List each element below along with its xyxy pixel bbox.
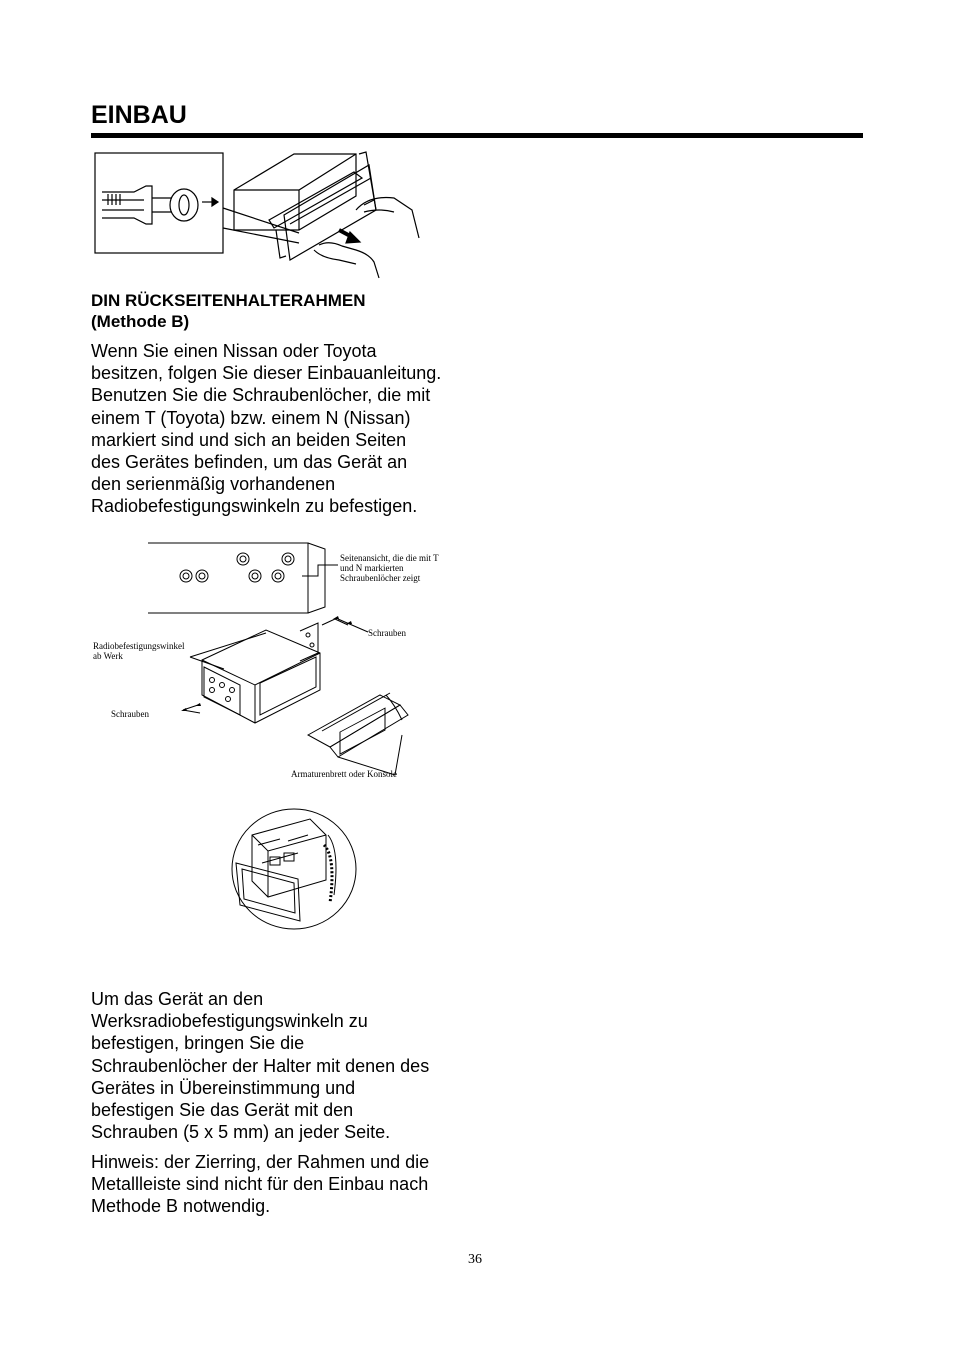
removal-key-illustration (94, 150, 424, 282)
title-rule (91, 133, 863, 138)
dashboard-label: Armaturenbrett oder Konsole (291, 769, 397, 779)
paragraph-line: Schraubenlöcher der Halter mit denen des (91, 1055, 430, 1076)
instruction-paragraph (91, 340, 441, 518)
paragraph-line: befestigen Sie das Gerät mit den (91, 1100, 354, 1121)
paragraph-line: Schrauben (5 x 5 mm) an jeder Seite. (91, 1122, 391, 1143)
heading-line: DIN RÜCKSEITENHALTERAHMEN (91, 291, 366, 310)
screws-label-right: Schrauben (368, 628, 406, 638)
section-heading (91, 290, 366, 332)
page-number: 36 (468, 1252, 482, 1267)
paragraph-line: besitzen, folgen Sie dieser Einbauanleitung. (91, 363, 442, 384)
label-line: ab Werk (93, 651, 123, 661)
label-line: Schraubenlöcher zeigt (340, 573, 421, 583)
paragraph-line: Methode B notwendig. (91, 1196, 271, 1217)
paragraph-line: den serienmäßig vorhandenen (91, 474, 336, 495)
paragraph-line: Radiobefestigungswinkeln zu befestigen. (91, 496, 418, 517)
detail-circle-illustration (228, 805, 360, 935)
paragraph-line: markiert sind und sich an beiden Seiten (91, 429, 407, 450)
bracket-label (93, 641, 185, 661)
paragraph-line: befestigen, bringen Sie die (91, 1033, 305, 1054)
side-view-label (340, 553, 439, 583)
paragraph-line: Hinweis: der Zierring, der Rahmen und die (91, 1152, 430, 1172)
paragraph-line: Um das Gerät an den (91, 989, 264, 1009)
heading-line: (Methode B) (91, 312, 190, 331)
paragraph-line: Metallleiste sind nicht für den Einbau nach (91, 1174, 429, 1195)
label-line: Radiobefestigungswinkel (93, 641, 185, 651)
paragraph-line: des Gerätes befinden, um das Gerät an (91, 452, 408, 473)
paragraph-line: Gerätes in Übereinstimmung und (91, 1077, 356, 1098)
paragraph-line: Werksradiobefestigungswinkeln zu (91, 1011, 368, 1032)
label-line: Seitenansicht, die die mit T (340, 553, 439, 563)
paragraph-line: Benutzen Sie die Schraubenlöcher, die mit (91, 385, 431, 406)
instruction-paragraph (91, 988, 429, 1143)
label-line: und N markierten (340, 563, 404, 573)
note-paragraph (91, 1151, 429, 1218)
screws-label-left: Schrauben (111, 709, 149, 719)
paragraph-line: Wenn Sie einen Nissan oder Toyota (91, 341, 377, 361)
paragraph-line: einem T (Toyota) bzw. einem N (Nissan) (91, 407, 411, 428)
page-title: EINBAU (91, 101, 187, 129)
